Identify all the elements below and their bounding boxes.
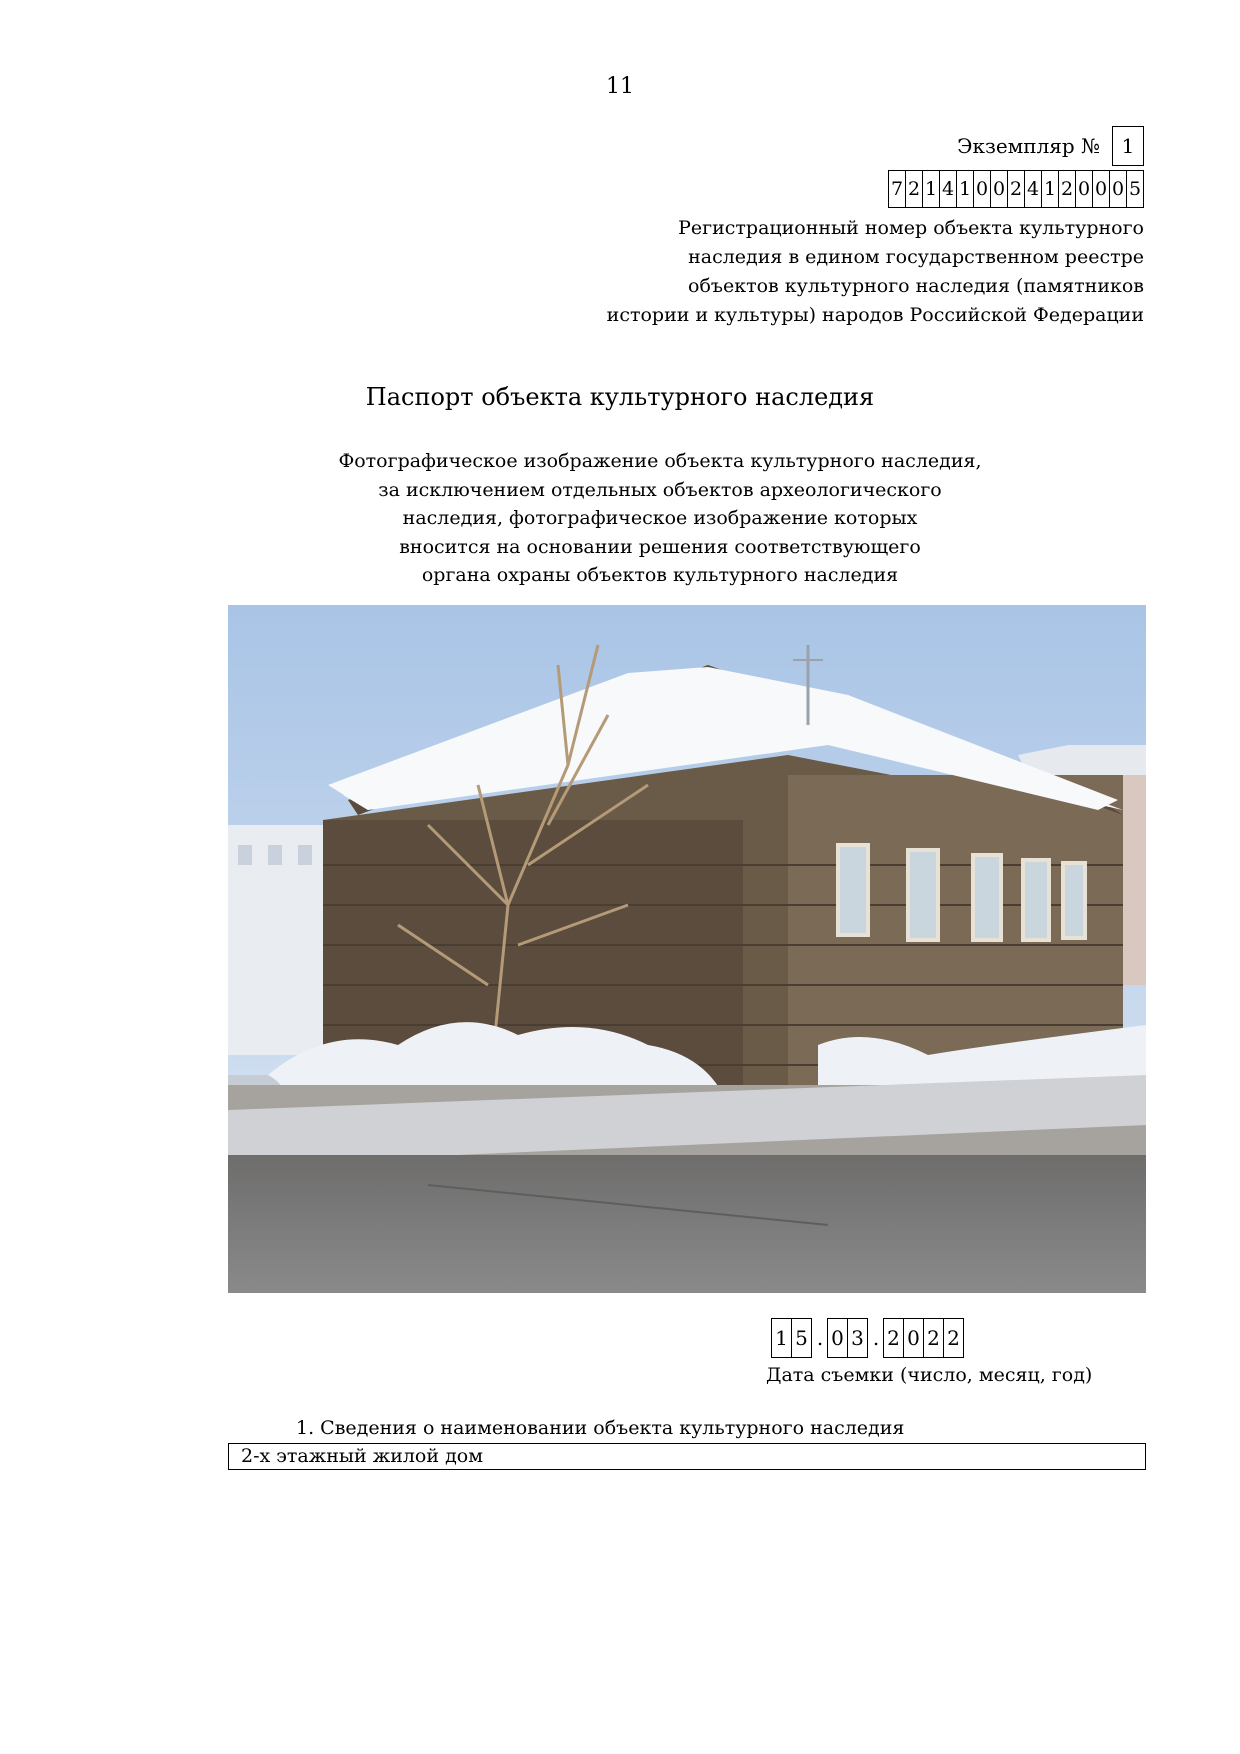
section-1-label: 1. Сведения о наименовании объекта культурного наследия bbox=[296, 1417, 905, 1439]
reg-digit: 7 bbox=[888, 170, 906, 208]
reg-digit: 2 bbox=[1058, 170, 1076, 208]
road bbox=[228, 1155, 1146, 1293]
shoot-date-caption: Дата съемки (число, месяц, год) bbox=[766, 1364, 1093, 1386]
registration-number bbox=[889, 170, 1144, 208]
reg-digit: 0 bbox=[973, 170, 991, 208]
heritage-object-photo bbox=[228, 605, 1146, 1293]
registration-caption-line: истории и культуры) народов Российской Федерации bbox=[606, 304, 1144, 326]
object-name-field: 2-х этажный жилой дом bbox=[228, 1443, 1146, 1470]
shoot-date bbox=[772, 1318, 964, 1358]
photo-description-line: наследия, фотографическое изображение которых bbox=[402, 507, 918, 529]
date-digit: 2 bbox=[943, 1318, 964, 1358]
reg-digit: 0 bbox=[1075, 170, 1093, 208]
reg-digit: 1 bbox=[956, 170, 974, 208]
date-separator: . bbox=[816, 1326, 824, 1350]
reg-digit: 0 bbox=[990, 170, 1008, 208]
reg-digit: 4 bbox=[939, 170, 957, 208]
date-digit: 2 bbox=[883, 1318, 904, 1358]
document-title: Паспорт объекта культурного наследия bbox=[365, 383, 875, 411]
house-photo-illustration bbox=[228, 605, 1146, 1293]
reg-digit: 1 bbox=[922, 170, 940, 208]
date-digit: 0 bbox=[903, 1318, 924, 1358]
reg-digit: 1 bbox=[1041, 170, 1059, 208]
copy-number-box: 1 bbox=[1112, 126, 1144, 166]
date-digit: 1 bbox=[771, 1318, 792, 1358]
date-digit: 3 bbox=[847, 1318, 868, 1358]
reg-digit: 4 bbox=[1024, 170, 1042, 208]
reg-digit: 2 bbox=[1007, 170, 1025, 208]
date-digit: 2 bbox=[923, 1318, 944, 1358]
reg-digit: 2 bbox=[905, 170, 923, 208]
registration-caption-line: наследия в едином государственном реестре bbox=[688, 246, 1144, 268]
reg-digit: 5 bbox=[1126, 170, 1144, 208]
date-separator: . bbox=[872, 1326, 880, 1350]
copy-number-row bbox=[957, 126, 1144, 166]
photo-description-line: вносится на основании решения соответствующего bbox=[399, 535, 921, 558]
date-digit: 5 bbox=[791, 1318, 812, 1358]
page-number: 11 bbox=[606, 74, 634, 99]
photo-description-line: за исключением отдельных объектов археологического bbox=[378, 478, 942, 501]
copy-label: Экземпляр № bbox=[957, 134, 1100, 158]
date-digit: 0 bbox=[827, 1318, 848, 1358]
photo-description bbox=[290, 447, 1030, 590]
registration-caption bbox=[544, 214, 1144, 330]
reg-digit: 0 bbox=[1109, 170, 1127, 208]
photo-description-line: Фотографическое изображение объекта культурного наследия, bbox=[338, 450, 982, 472]
photo-description-line: органа охраны объектов культурного наследия bbox=[421, 564, 899, 586]
registration-caption-line: объектов культурного наследия (памятников bbox=[688, 275, 1144, 297]
reg-digit: 0 bbox=[1092, 170, 1110, 208]
registration-caption-line: Регистрационный номер объекта культурного bbox=[678, 217, 1144, 239]
